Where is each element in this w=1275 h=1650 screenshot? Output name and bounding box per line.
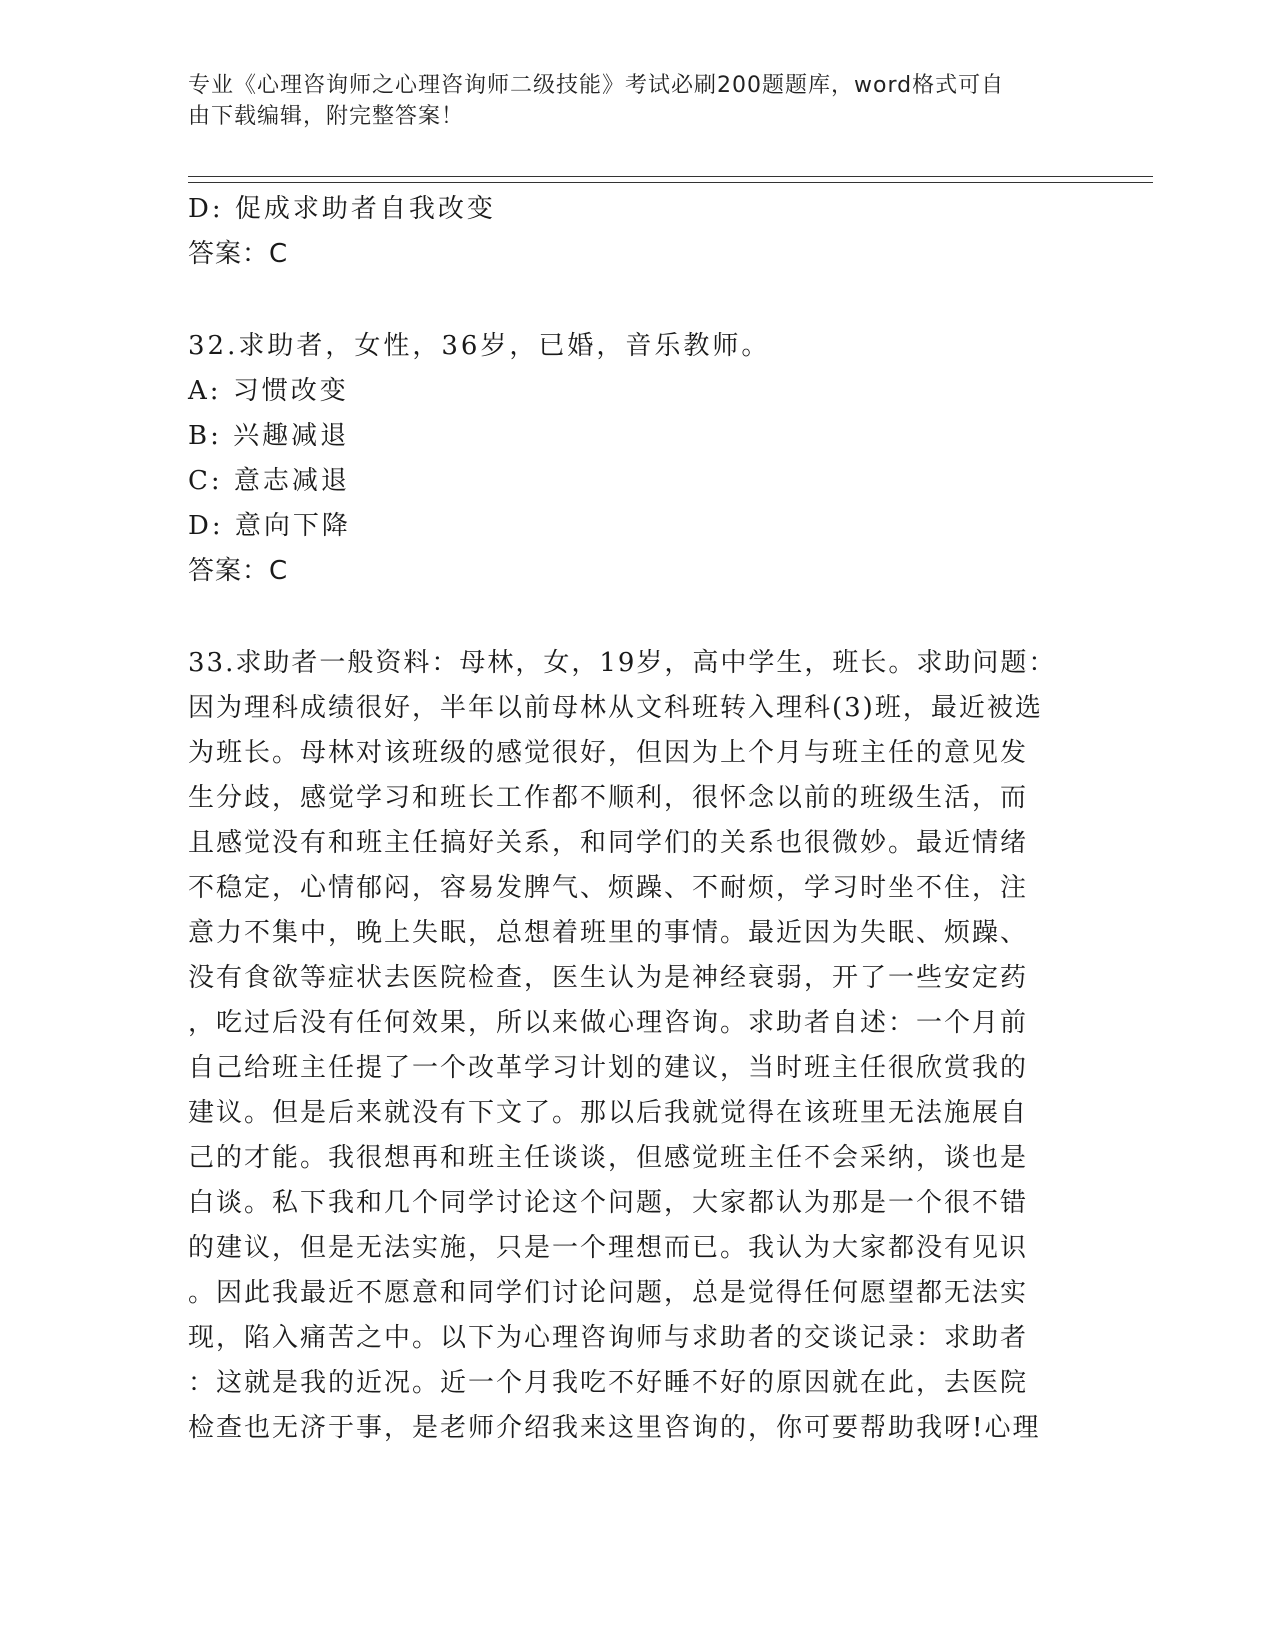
paragraph-line: 白谈。私下我和几个同学讨论这个问题，大家都认为那是一个很不错 [188,1188,1029,1218]
answer-line: 答案：C [188,239,289,269]
spacer [188,277,1078,324]
document-body [188,187,1078,1451]
header-line-2: 由下载编辑，附完整答案！ [188,104,465,129]
paragraph-line: 且感觉没有和班主任搞好关系，和同学们的关系也很微妙。最近情绪 [188,828,1029,858]
paragraph-line: 己的才能。我很想再和班主任谈谈，但感觉班主任不会采纳，谈也是 [188,1143,1029,1173]
paragraph-line: 检查也无济于事，是老师介绍我来这里咨询的，你可要帮助我呀!心理 [188,1413,1041,1443]
option-d: D: 意向下降 [188,511,351,541]
paragraph-line: 为班长。母林对该班级的感觉很好，但因为上个月与班主任的意见发 [188,738,1029,768]
paragraph-line: 不稳定，心情郁闷，容易发脾气、烦躁、不耐烦，学习时坐不住，注 [188,873,1029,903]
paragraph-line: 33.求助者一般资料：母林，女，19岁，高中学生，班长。求助问题： [188,648,1057,678]
paragraph-line: ，吃过后没有任何效果，所以来做心理咨询。求助者自述：一个月前 [188,1008,1029,1038]
option-c: C: 意志减退 [188,466,350,496]
paragraph-line: 没有食欲等症状去医院检查，医生认为是神经衰弱，开了一些安定药 [188,963,1029,993]
question-33 [188,641,1078,1451]
page-header [188,70,1068,132]
paragraph-line: 自己给班主任提了一个改革学习计划的建议，当时班主任很欣赏我的 [188,1053,1029,1083]
header-line-1: 专业《心理咨询师之心理咨询师二级技能》考试必刷200题题库，word格式可自 [188,73,1005,98]
option-d: D: 促成求助者自我改变 [188,194,496,224]
paragraph-line: 意力不集中，晚上失眠，总想着班里的事情。最近因为失眠、烦躁、 [188,918,1029,948]
question-stem: 32.求助者，女性，36岁，已婚，音乐教师。 [188,331,771,361]
answer-line: 答案：C [188,556,289,586]
question-31-tail [188,187,1078,277]
paragraph-line: 。因此我最近不愿意和同学们讨论问题，总是觉得任何愿望都无法实 [188,1278,1029,1308]
question-32 [188,324,1078,594]
header-divider-bottom [188,182,1153,183]
paragraph-line: ：这就是我的近况。近一个月我吃不好睡不好的原因就在此，去医院 [188,1368,1029,1398]
paragraph-line: 因为理科成绩很好，半年以前母林从文科班转入理科(3)班，最近被选 [188,693,1043,723]
paragraph-line: 建议。但是后来就没有下文了。那以后我就觉得在该班里无法施展自 [188,1098,1029,1128]
spacer [188,594,1078,641]
header-divider-top [188,176,1153,177]
paragraph-line: 的建议，但是无法实施，只是一个理想而已。我认为大家都没有见识 [188,1233,1029,1263]
paragraph-line: 现，陷入痛苦之中。以下为心理咨询师与求助者的交谈记录：求助者 [188,1323,1029,1353]
option-a: A: 习惯改变 [188,376,349,406]
option-b: B: 兴趣减退 [188,421,350,451]
paragraph-line: 生分歧，感觉学习和班长工作都不顺利，很怀念以前的班级生活，而 [188,783,1029,813]
